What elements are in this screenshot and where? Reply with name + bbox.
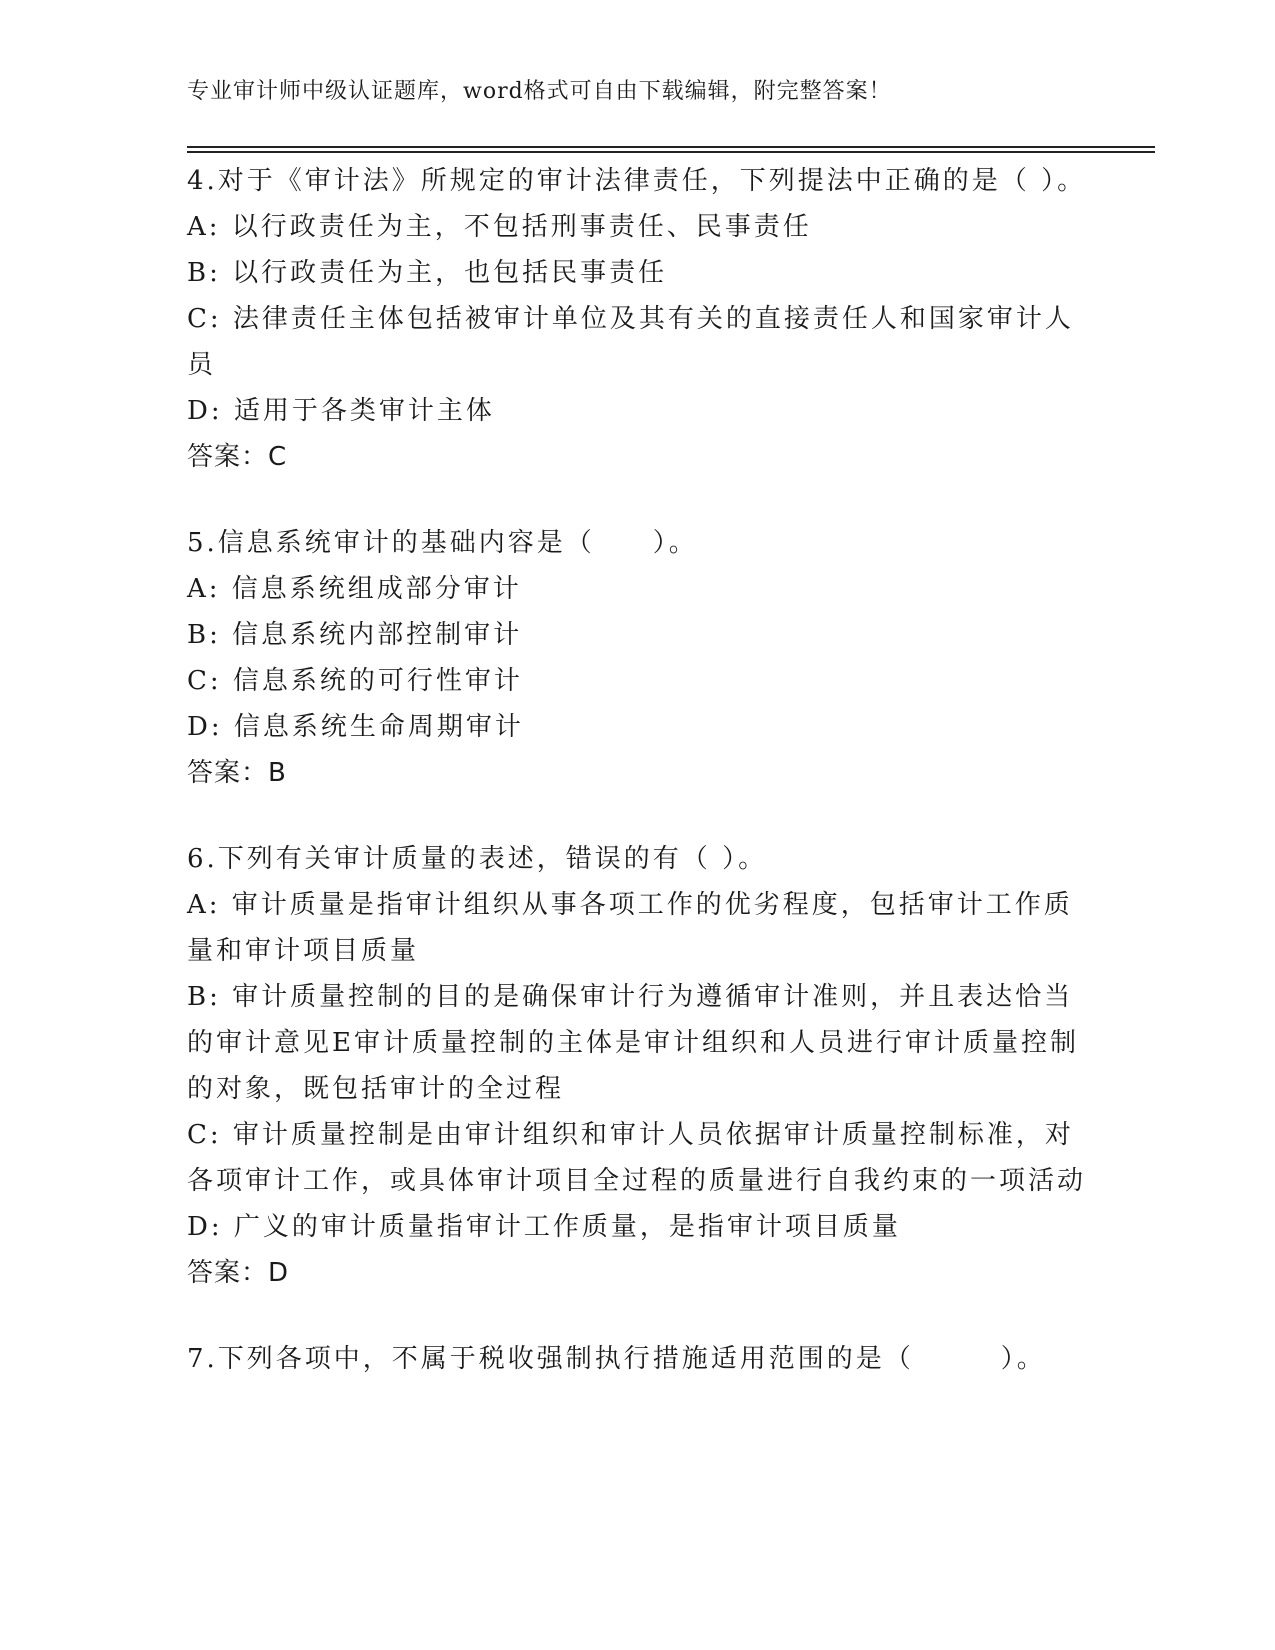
question-5 xyxy=(187,520,1087,796)
answer: 答案：D xyxy=(187,1258,290,1288)
option-b: B: 审计质量控制的目的是确保审计行为遵循审计准则，并且表达恰当的审计意见E审计质量控制的主体是审计组织和人员进行审计质量控制的对象，既包括审计的全过程 xyxy=(187,982,1079,1104)
answer: 答案：B xyxy=(187,758,287,788)
question-list xyxy=(187,158,1087,1422)
option-c: C: 法律责任主体包括被审计单位及其有关的直接责任人和国家审计人员 xyxy=(187,304,1074,380)
option-d: D: 广义的审计质量指审计工作质量，是指审计项目质量 xyxy=(187,1212,901,1242)
page-header: 专业审计师中级认证题库，word格式可自由下载编辑，附完整答案！ xyxy=(187,79,892,104)
option-a: A: 信息系统组成部分审计 xyxy=(187,574,522,604)
question-stem: 4.对于《审计法》所规定的审计法律责任，下列提法中正确的是（ ）。 xyxy=(187,166,1087,196)
question-stem: 5.信息系统审计的基础内容是（ ）。 xyxy=(187,528,698,558)
option-b: B: 信息系统内部控制审计 xyxy=(187,620,523,650)
question-6 xyxy=(187,836,1087,1296)
option-c: C: 审计质量控制是由审计组织和审计人员依据审计质量控制标准，对各项审计工作，或具体审计项目全过程的质量进行自我约束的一项活动 xyxy=(187,1120,1087,1196)
header-rule-bottom xyxy=(187,151,1155,153)
question-7 xyxy=(187,1336,1087,1382)
option-a: A: 审计质量是指审计组织从事各项工作的优劣程度，包括审计工作质量和审计项目质量 xyxy=(187,890,1073,966)
answer: 答案：C xyxy=(187,442,288,472)
question-4 xyxy=(187,158,1087,480)
question-stem: 7.下列各项中，不属于税收强制执行措施适用范围的是（ ）。 xyxy=(187,1344,1046,1374)
header-rule-top xyxy=(187,146,1155,148)
option-a: A: 以行政责任为主，不包括刑事责任、民事责任 xyxy=(187,212,812,242)
question-stem: 6.下列有关审计质量的表述，错误的有（ ）。 xyxy=(187,844,768,874)
option-b: B: 以行政责任为主，也包括民事责任 xyxy=(187,258,668,288)
option-c: C: 信息系统的可行性审计 xyxy=(187,666,523,696)
option-d: D: 适用于各类审计主体 xyxy=(187,396,495,426)
option-d: D: 信息系统生命周期审计 xyxy=(187,712,524,742)
